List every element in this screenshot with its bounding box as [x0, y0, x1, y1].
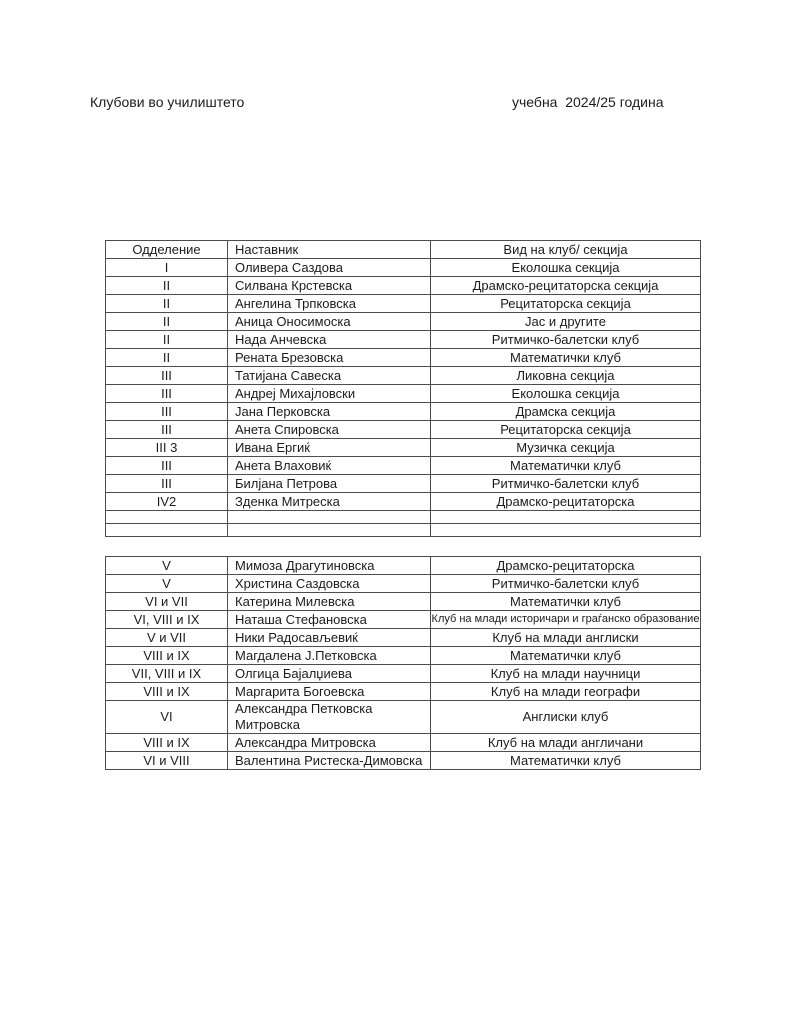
table-row: [106, 647, 701, 665]
cell-club: Еколошка секција: [431, 259, 701, 277]
cell-club: Драмско-рецитаторска: [431, 493, 701, 511]
cell-teacher: [228, 524, 431, 537]
cell-teacher: Наташа Стефановска: [228, 611, 431, 629]
cell-club: Драмско-рецитаторска секција: [431, 277, 701, 295]
cell-teacher: Ангелина Трпковска: [228, 295, 431, 313]
cell-grade: III: [106, 385, 228, 403]
cell-grade: VI и VIII: [106, 752, 228, 770]
cell-teacher: Нада Анчевска: [228, 331, 431, 349]
cell-teacher: Александра Петковска Митровска: [228, 701, 431, 734]
cell-teacher: Анета Влаховиќ: [228, 457, 431, 475]
cell-club: Клуб на млади англиски: [431, 629, 701, 647]
cell-club: Еколошка секција: [431, 385, 701, 403]
cell-club: Клуб на млади историчари и граѓанско образование: [431, 611, 701, 629]
table-row: [106, 575, 701, 593]
table-row: [106, 295, 701, 313]
cell-grade: [106, 524, 228, 537]
cell-grade: VIII и IX: [106, 734, 228, 752]
cell-club: Математички клуб: [431, 752, 701, 770]
cell-grade: III: [106, 421, 228, 439]
table-header-row: [106, 241, 701, 259]
column-header-teacher: Наставник: [228, 241, 431, 259]
cell-teacher: Маргарита Богоевска: [228, 683, 431, 701]
cell-club: Ликовна секција: [431, 367, 701, 385]
table-row: [106, 701, 701, 734]
table-row: [106, 475, 701, 493]
table-row: [106, 367, 701, 385]
table-row: [106, 683, 701, 701]
cell-grade: IV2: [106, 493, 228, 511]
cell-teacher: Магдалена Ј.Петковска: [228, 647, 431, 665]
document-title: Клубови во училиштето: [90, 94, 245, 110]
cell-grade: VIII и IX: [106, 683, 228, 701]
table-row: [106, 331, 701, 349]
cell-grade: III: [106, 367, 228, 385]
table-row: [106, 734, 701, 752]
cell-grade: [106, 511, 228, 524]
cell-club: Драмска секција: [431, 403, 701, 421]
table-row: [106, 385, 701, 403]
cell-club: Ритмичко-балетски клуб: [431, 331, 701, 349]
cell-teacher: Мимоза Драгутиновска: [228, 557, 431, 575]
cell-grade: VI, VIII и IX: [106, 611, 228, 629]
cell-grade: V: [106, 557, 228, 575]
table-row: [106, 665, 701, 683]
cell-grade: I: [106, 259, 228, 277]
cell-club: Драмско-рецитаторска: [431, 557, 701, 575]
cell-grade: V: [106, 575, 228, 593]
cell-club: Математички клуб: [431, 457, 701, 475]
cell-grade: VII, VIII и IX: [106, 665, 228, 683]
cell-club: Рецитаторска секција: [431, 295, 701, 313]
cell-club: Ритмичко-балетски клуб: [431, 575, 701, 593]
cell-club: Математички клуб: [431, 349, 701, 367]
cell-club: Ритмичко-балетски клуб: [431, 475, 701, 493]
cell-teacher: Александра Митровска: [228, 734, 431, 752]
table-row: [106, 593, 701, 611]
cell-club: [431, 524, 701, 537]
cell-teacher: Христина Саздовска: [228, 575, 431, 593]
cell-teacher: Татијана Савеска: [228, 367, 431, 385]
cell-teacher: Ники Радосављевиќ: [228, 629, 431, 647]
school-year-label: учебна 2024/25 година: [512, 94, 664, 110]
cell-teacher: Аница Оносимоска: [228, 313, 431, 331]
table-row: [106, 421, 701, 439]
cell-grade: VI: [106, 701, 228, 734]
cell-club: Јас и другите: [431, 313, 701, 331]
table-row-empty: [106, 511, 701, 524]
cell-teacher: Олгица Бајалџиева: [228, 665, 431, 683]
cell-teacher: Анета Спировска: [228, 421, 431, 439]
column-header-grade: Одделение: [106, 241, 228, 259]
cell-teacher: Андреј Михајловски: [228, 385, 431, 403]
cell-teacher: [228, 511, 431, 524]
cell-grade: VIII и IX: [106, 647, 228, 665]
table-row: [106, 259, 701, 277]
cell-teacher: Јана Перковска: [228, 403, 431, 421]
cell-grade: II: [106, 331, 228, 349]
column-header-club: Вид на клуб/ секција: [431, 241, 701, 259]
cell-club: Музичка секција: [431, 439, 701, 457]
cell-grade: III: [106, 457, 228, 475]
table-row: [106, 349, 701, 367]
cell-club: Математички клуб: [431, 647, 701, 665]
cell-club: [431, 511, 701, 524]
cell-club: Клуб на млади научници: [431, 665, 701, 683]
table-row: [106, 457, 701, 475]
cell-grade: V и VII: [106, 629, 228, 647]
cell-grade: II: [106, 349, 228, 367]
clubs-table-lower: [105, 556, 701, 770]
cell-teacher: Рената Брезовска: [228, 349, 431, 367]
cell-teacher: Катерина Милевска: [228, 593, 431, 611]
cell-teacher: Оливера Саздова: [228, 259, 431, 277]
table-row: [106, 557, 701, 575]
cell-grade: II: [106, 277, 228, 295]
clubs-table-upper: [105, 240, 701, 537]
cell-club: Клуб на млади англичани: [431, 734, 701, 752]
table-row: [106, 629, 701, 647]
cell-club: Клуб на млади географи: [431, 683, 701, 701]
cell-teacher: Зденка Митреска: [228, 493, 431, 511]
table-row: [106, 313, 701, 331]
table-row: [106, 493, 701, 511]
cell-club: Рецитаторска секција: [431, 421, 701, 439]
table-row: [106, 403, 701, 421]
table-row: [106, 611, 701, 629]
table-row-empty: [106, 524, 701, 537]
table-row: [106, 439, 701, 457]
cell-grade: VI и VII: [106, 593, 228, 611]
cell-teacher: Билјана Петрова: [228, 475, 431, 493]
table-row: [106, 752, 701, 770]
cell-grade: II: [106, 313, 228, 331]
cell-grade: III 3: [106, 439, 228, 457]
table-row: [106, 277, 701, 295]
cell-teacher: Ивана Ергиќ: [228, 439, 431, 457]
cell-teacher: Валентина Ристеска-Димовска: [228, 752, 431, 770]
cell-grade: III: [106, 403, 228, 421]
cell-grade: III: [106, 475, 228, 493]
cell-teacher: Силвана Крстевска: [228, 277, 431, 295]
cell-club: Англиски клуб: [431, 701, 701, 734]
cell-club: Математички клуб: [431, 593, 701, 611]
cell-grade: II: [106, 295, 228, 313]
